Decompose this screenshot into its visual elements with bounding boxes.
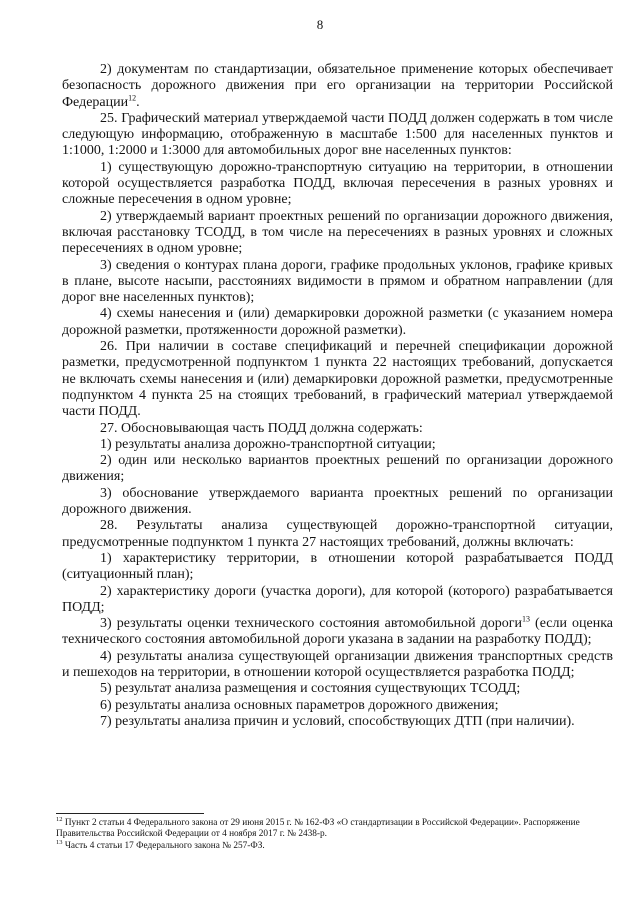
paragraph: 3) результаты оценки технического состояния автомобильной дороги$^{13}$ (если оценка технического состояния автомобильной дороги указана в задании на разработку ПОДД); xyxy=(62,614,614,648)
body-text xyxy=(62,62,613,730)
paragraph: 5) результат анализа размещения и состояния существующих ТСОДД; xyxy=(100,681,521,697)
paragraph: 2) характеристику дороги (участка дороги), для которой (которого) разрабатывается ПОДД; xyxy=(62,583,613,615)
footnote-divider xyxy=(56,813,204,814)
paragraph: 1) результаты анализа дорожно-транспортной ситуации; xyxy=(100,436,436,452)
paragraph: 2) документам по стандартизации, обязательное применение которых обеспечивает безопасность дорожного движения при его организации на территории Российской Федерации$^{12}$. xyxy=(62,62,613,110)
paragraph: 4) схемы нанесения и (или) демаркировки дорожной разметки (с указанием номера дорожной разметки, протяженности дорожной разметки). xyxy=(62,306,613,338)
footnote: $^{12}$ Пункт 2 статьи 4 Федерального закона от 29 июня 2015 г. № 162-ФЗ «О стандартизации в Российской Федерации». Распоряжение Правительства Российской Федерации от 4 ноября 2017 г. № 2438-р. xyxy=(56,815,580,840)
paragraph: 26. При наличии в составе спецификаций и перечней спецификации дорожной разметки, предусмотренной подпунктом 1 пункта 22 настоящих требований, допускается не включать схемы нанесения и (или) демаркировки дорожной разметки, предусмотренные подпунктом 4 пункта 25 на стоящих требований, в графический материал утверждаемой части ПОДД. xyxy=(62,339,613,420)
footnote-ref: 12 xyxy=(128,92,137,102)
footnote-ref: 13 xyxy=(522,614,530,624)
paragraph: 27. Обосновывающая часть ПОДД должна содержать: xyxy=(100,420,423,436)
footnote: $^{13}$ Часть 4 статьи 17 Федерального закона № 257-ФЗ. xyxy=(56,838,265,851)
paragraph: 1) существующую дорожно-транспортную ситуацию на территории, в отношении которой осуществляется разработка ПОДД, включая пересечения в разных уровнях и сложные пересечения в одном уровне; xyxy=(62,159,613,208)
paragraph: 2) утверждаемый вариант проектных решений по организации дорожного движения, включая расстановку ТСОДД, в том числе на пересечениях в разных уровнях и сложных пересечениях в одном уровне; xyxy=(62,208,613,257)
paragraph: 3) обоснование утверждаемого варианта проектных решений по организации дорожного движения. xyxy=(62,485,613,518)
paragraph: 25. Графический материал утверждаемой части ПОДД должен содержать в том числе следующую информацию, отображенную в масштабе 1:500 для населенных пунктов и 1:1000, 1:2000 и 1:3000 для автомобильных дорог вне населенных пунктов: xyxy=(62,110,613,159)
paragraph: 3) сведения о контурах плана дороги, графике продольных уклонов, графике кривых в плане, высоте насыпи, расстояниях видимости в прямом и обратном направлении (для дорог вне населенных пунктов); xyxy=(62,257,613,306)
paragraph: 7) результаты анализа причин и условий, способствующих ДТП (при наличии). xyxy=(100,713,575,729)
footnotes xyxy=(56,815,616,852)
page-number: 8 xyxy=(316,17,324,32)
paragraph: 2) один или несколько вариантов проектных решений по организации дорожного движения; xyxy=(62,453,613,485)
paragraph: 4) результаты анализа существующей организации движения транспортных средств и пешеходов на территории, в отношении которой осуществляется разработка ПОДД; xyxy=(62,648,613,680)
paragraph: 1) характеристику территории, в отношении которой разрабатывается ПОДД (ситуационный план); xyxy=(62,550,613,583)
paragraph: 28. Результаты анализа существующей дорожно-транспортной ситуации, предусмотренные подпунктом 1 пункта 27 настоящих требований, должны включать: xyxy=(62,518,613,550)
paragraph: 6) результаты анализа основных параметров дорожного движения; xyxy=(100,697,499,713)
